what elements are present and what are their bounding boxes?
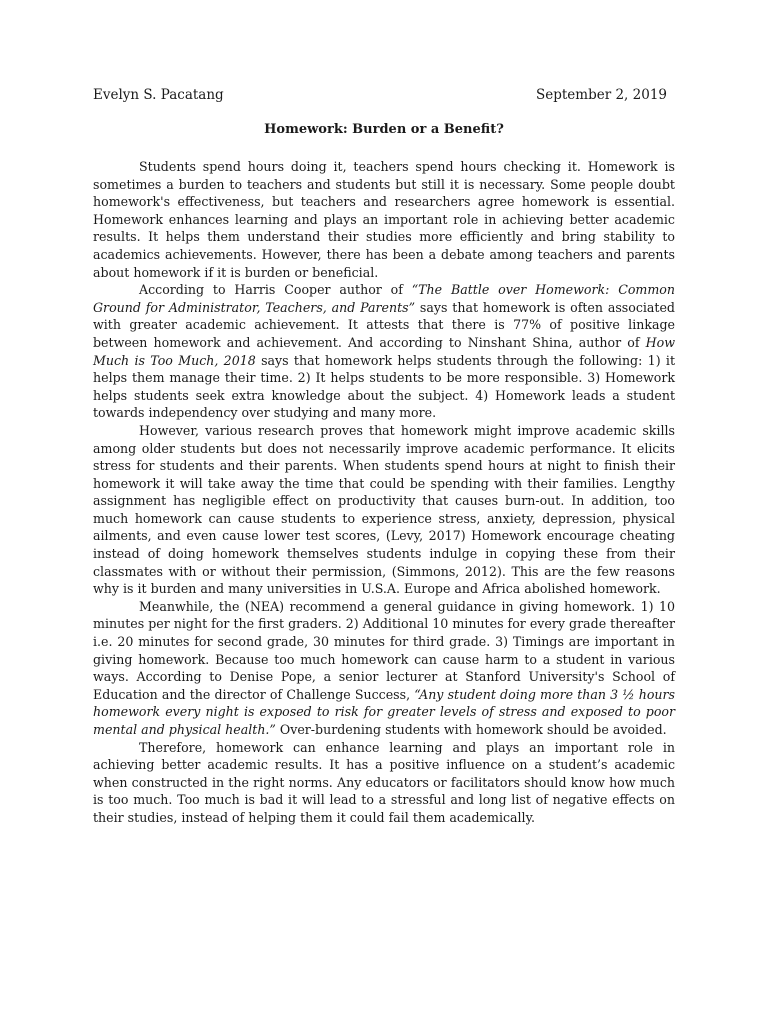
paragraph-2	[93, 281, 675, 422]
document-title: Homework: Burden or a Benefit?	[264, 122, 504, 137]
paragraph-2-part-3: says that homework helps students through the following: 1) it helps them manage their time. 2) It helps students to be more responsible. 3) Homework helps students seek extra knowledge about the subject. 4) Homework leads a student towards independency over studying and many more.	[93, 352, 676, 421]
paragraph-4	[93, 598, 675, 739]
paragraph-1: Students spend hours doing it, teachers spend hours checking it. Homework is sometimes a burden to teachers and students but still it is necessary. Some people doubt homework's effectiveness, but teachers and researchers agree homework is essential. Homework enhances learning and plays an important role in achieving better academic results. It helps them understand their studies more efficiently and bring stability to academics achievements. However, there has been a debate among teachers and parents about homework if it is burden or beneficial.	[93, 159, 675, 280]
document-body	[93, 158, 675, 827]
paragraph-3: However, various research proves that homework might improve academic skills among older students but does not necessarily improve academic performance. It elicits stress for students and their parents. When students spend hours at night to finish their homework it will take away the time that could be spending with their families. Lengthy assignment has negligible effect on productivity that causes burn-out. In addition, too much homework can cause students to experience stress, anxiety, depression, physical ailments, and even cause lower test scores, (Levy, 2017) Homework encourage cheating instead of doing homework themselves students indulge in copying these from their classmates with or without their permission, (Simmons, 2012). This are the few reasons why is it burden and many universities in U.S.A. Europe and Africa abolished homework.	[93, 422, 675, 597]
document-header	[93, 87, 667, 103]
paragraph-4-part-2: Over-burdening students with homework should be avoided.	[275, 722, 667, 737]
paragraph-5: Therefore, homework can enhance learning and plays an important role in achieving better academic results. It has a positive influence on a student’s academic when constructed in the right norms. Any educators or facilitators should know how much is too much. Too much is bad it will lead to a stressful and long list of negative effects on their studies, instead of helping them it could fail them academically.	[93, 739, 675, 825]
paragraph-2-part-1: According to Harris Cooper author of	[139, 282, 412, 298]
paragraph-2-part-2: says that homework is often associated with greater academic achievement. It attests that there is 77% of positive linkage between homework and achievement. And according to Ninshant Shina, author of	[93, 299, 675, 350]
paragraph-4-quote: “Any student doing more than 3 ½ hours homework every night is exposed to risk for greater levels of stress and exposed to poor mental and physical health.”	[93, 686, 675, 737]
paragraph-2-book-title-2: How Much is Too Much, 2018	[93, 334, 675, 368]
document-date: September 2, 2019	[536, 87, 667, 103]
paragraph-4-part-1: Meanwhile, the (NEA) recommend a general guidance in giving homework. 1) 10 minutes per night for the first graders. 2) Additional 10 minutes for every grade thereafter i.e. 20 minutes for second grade, 30 minutes for third grade. 3) Timings are important in giving homework. Because too much homework can cause harm to a student in various ways. According to Denise Pope, a senior lecturer at Stanford University's School of Education and the director of Challenge Success,	[93, 598, 675, 702]
paragraph-2-book-title-1: “The Battle over Homework: Common Ground for Administrator, Teachers, and Parents”	[93, 282, 675, 315]
author-name: Evelyn S. Pacatang	[93, 87, 224, 103]
